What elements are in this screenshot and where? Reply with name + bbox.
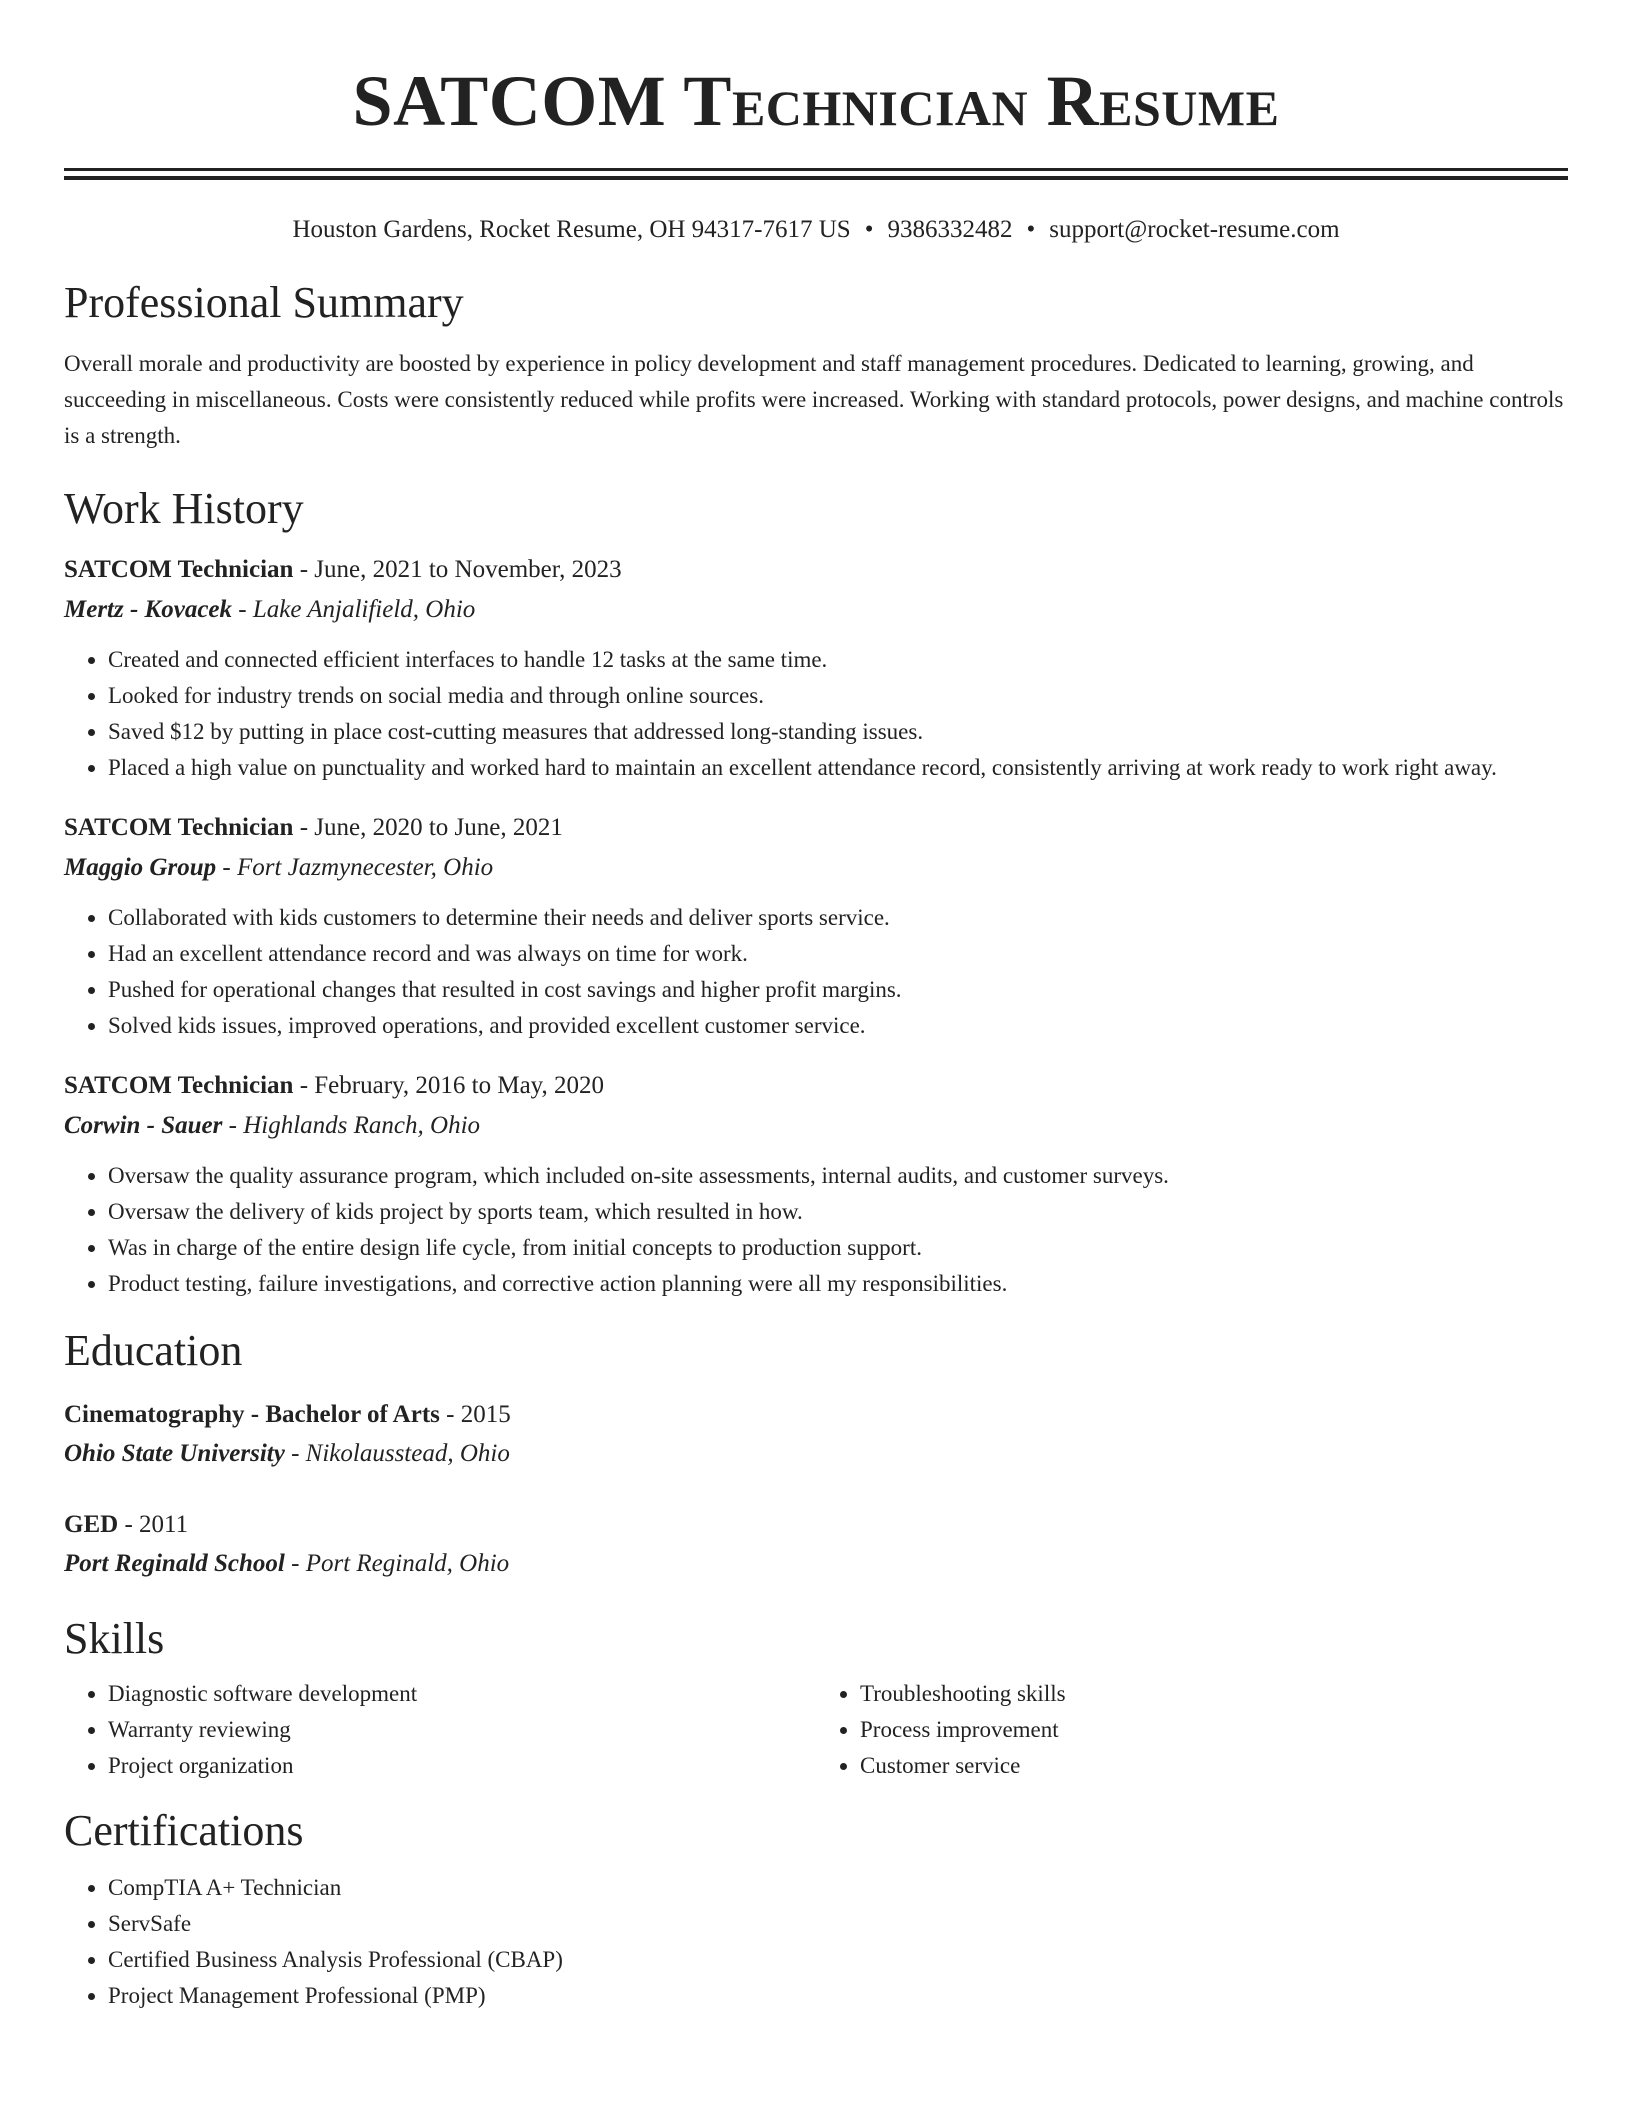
education-degree: GED [64, 1511, 119, 1538]
contact-separator: • [1026, 216, 1036, 243]
education-school-line: Port Reginald School - Port Reginald, Ohio [64, 1550, 510, 1577]
list-item: • Troubleshooting skills [860, 1676, 1568, 1712]
list-item: • Project organization [108, 1748, 816, 1784]
list-item: • Looked for industry trends on social media and through online sources. [108, 678, 1568, 714]
job-dates: June, 2020 to June, 2021 [314, 814, 563, 841]
job-title-line: SATCOM Technician - June, 2021 to November, 2023 [64, 556, 622, 583]
contact-address: Houston Gardens, Rocket Resume, OH 94317-7617 US [292, 216, 851, 243]
job-company: Maggio Group [64, 854, 217, 881]
job-company-line: Maggio Group - Fort Jazmynecester, Ohio [64, 854, 494, 881]
job-title: SATCOM Technician [64, 556, 294, 583]
job-entry [64, 550, 1568, 786]
list-item: • Project Management Professional (PMP) [108, 1978, 1568, 2014]
education-location: Nikolausstead, Ohio [305, 1440, 510, 1467]
job-location: Lake Anjalifield, Ohio [252, 596, 476, 623]
education-entry [64, 1396, 1568, 1474]
job-company-line: Corwin - Sauer - Highlands Ranch, Ohio [64, 1112, 481, 1139]
job-title: SATCOM Technician [64, 1072, 294, 1099]
education-degree-line: Cinematography - Bachelor of Arts - 2015 [64, 1401, 511, 1428]
education-school: Ohio State University [64, 1440, 285, 1467]
list-item: • Collaborated with kids customers to determine their needs and deliver sports service. [108, 900, 1568, 936]
summary-heading: Professional Summary [64, 278, 464, 327]
education-school: Port Reginald School [64, 1550, 285, 1577]
education-location: Port Reginald, Ohio [305, 1550, 510, 1577]
education-entry [64, 1506, 1568, 1584]
list-item: • Oversaw the quality assurance program, which included on-site assessments, internal audits, and customer surveys. [108, 1158, 1568, 1194]
job-location: Highlands Ranch, Ohio [243, 1112, 481, 1139]
summary-text: Overall morale and productivity are boosted by experience in policy development and staff management procedures. Dedicated to learning, growing, and succeeding in miscellaneous. Costs were consistently reduced while profits were increased. Working with standard protocols, power designs, and machine controls is a strength. [64, 351, 1564, 448]
job-company-line: Mertz - Kovacek - Lake Anjalifield, Ohio [64, 596, 476, 623]
skills-left-column [64, 1676, 816, 1784]
skills-grid [64, 1676, 1568, 1784]
education-heading: Education [64, 1326, 243, 1375]
skills-heading: Skills [64, 1614, 165, 1663]
contact-email: support@rocket-resume.com [1049, 216, 1340, 243]
list-item: • Certified Business Analysis Professional (CBAP) [108, 1942, 1568, 1978]
job-title-line: SATCOM Technician - June, 2020 to June, 2021 [64, 814, 563, 841]
list-item: • CompTIA A+ Technician [108, 1870, 1568, 1906]
job-dates: February, 2016 to May, 2020 [314, 1072, 605, 1099]
education-school-line: Ohio State University - Nikolausstead, Ohio [64, 1440, 510, 1467]
education-degree: Cinematography - Bachelor of Arts [64, 1401, 440, 1428]
list-item: • Pushed for operational changes that resulted in cost savings and higher profit margins. [108, 972, 1568, 1008]
resume-title: SATCOM Technician Resume [352, 61, 1280, 141]
list-item: • ServSafe [108, 1906, 1568, 1942]
list-item: • Had an excellent attendance record and was always on time for work. [108, 936, 1568, 972]
list-item: • Customer service [860, 1748, 1568, 1784]
list-item: • Process improvement [860, 1712, 1568, 1748]
certifications-list [64, 1870, 1568, 2014]
job-location: Fort Jazmynecester, Ohio [236, 854, 494, 881]
title-double-rule [64, 168, 1568, 180]
list-item: • Solved kids issues, improved operations, and provided excellent customer service. [108, 1008, 1568, 1044]
contact-phone: 9386332482 [887, 216, 1013, 243]
list-item: • Product testing, failure investigations, and corrective action planning were all my responsibilities. [108, 1266, 1568, 1302]
job-dates: June, 2021 to November, 2023 [314, 556, 622, 583]
job-bullets [64, 900, 1568, 1044]
list-item: • Warranty reviewing [108, 1712, 816, 1748]
education-year: 2015 [460, 1401, 511, 1428]
contact-separator: • [864, 216, 874, 243]
education-degree-line: GED - 2011 [64, 1511, 189, 1538]
job-entry [64, 808, 1568, 1044]
contact-line [64, 214, 1568, 246]
list-item: • Placed a high value on punctuality and worked hard to maintain an excellent attendance record, consistently arriving at work ready to work right away. [108, 750, 1568, 786]
job-title: SATCOM Technician [64, 814, 294, 841]
job-title-line: SATCOM Technician - February, 2016 to May, 2020 [64, 1072, 605, 1099]
job-bullets [64, 642, 1568, 786]
list-item: • Diagnostic software development [108, 1676, 816, 1712]
work-history-heading: Work History [64, 484, 304, 533]
certifications-heading: Certifications [64, 1806, 304, 1855]
skills-right-column [816, 1676, 1568, 1784]
job-bullets [64, 1158, 1568, 1302]
job-entry [64, 1066, 1568, 1302]
education-year: 2011 [139, 1511, 189, 1538]
list-item: • Created and connected efficient interfaces to handle 12 tasks at the same time. [108, 642, 1568, 678]
job-company: Corwin - Sauer [64, 1112, 223, 1139]
list-item: • Oversaw the delivery of kids project by sports team, which resulted in how. [108, 1194, 1568, 1230]
job-company: Mertz - Kovacek [64, 596, 233, 623]
list-item: • Saved $12 by putting in place cost-cutting measures that addressed long-standing issues. [108, 714, 1568, 750]
list-item: • Was in charge of the entire design life cycle, from initial concepts to production support. [108, 1230, 1568, 1266]
